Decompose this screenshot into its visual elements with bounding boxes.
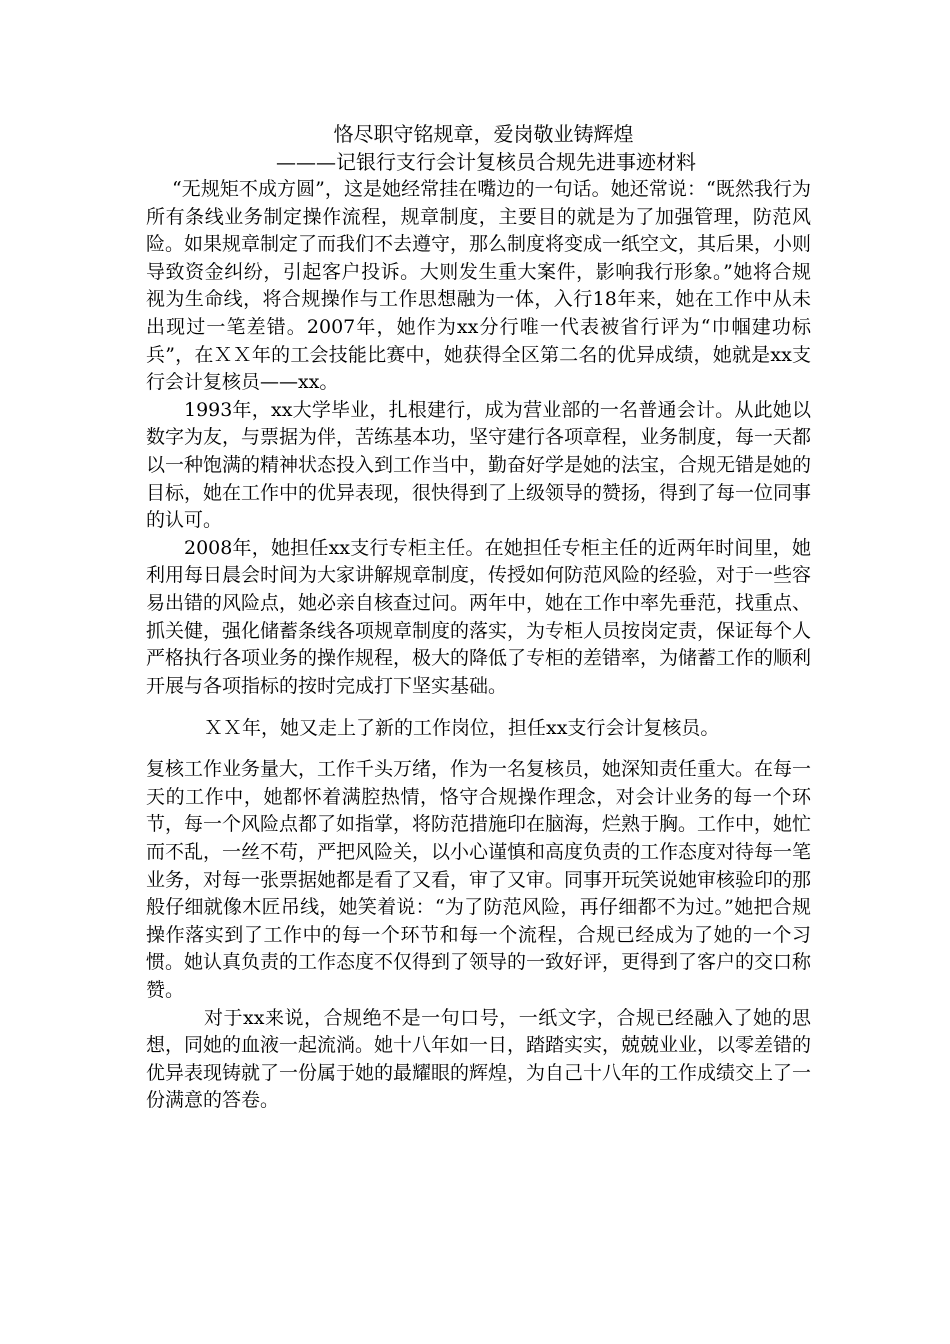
paragraph-2008: 2008年，她担任xx支行专柜主任。在她担任专柜主任的近两年时间里，她利用每日晨会时间为大家讲解规章制度，传授如何防范风险的经验，对于一些容易出错的风险点，她必亲自核查过问。两年中，她在工作中率先垂范，找重点、抓关健，强化储蓄条线各项规章制度的落实，为专柜人员按岗定责，保证每个人严格执行各项业务的操作规程，极大的降低了专柜的差错率，为储蓄工作的顺利开展与各项指标的按时完成打下坚实基础。 — [146, 536, 812, 697]
paragraph-conclusion: 对于xx来说，合规绝不是一句口号，一纸文字，合规已经融入了她的思想，同她的血液一起流淌。她十八年如一日，踏踏实实，兢兢业业，以零差错的优异表现铸就了一份属于她的最耀眼的辉煌，为自己十八年的工作成绩交上了一份满意的答卷。 — [146, 1006, 812, 1112]
paragraph-review-work: 复核工作业务量大，工作千头万绪，作为一名复核员，她深知责任重大。在每一天的工作中，她都怀着满腔热情，恪守合规操作理念，对会计业务的每一个环节，每一个风险点都了如指掌，将防范措施印在脑海，烂熟于胸。工作中，她忙而不乱，一丝不苟，严把风险关，以小心谨慎和高度负责的工作态度对待每一笔业务，对每一张票据她都是看了又看，审了又审。同事开玩笑说她审核验印的那般仔细就像木匠吊线，她笑着说：“为了防范风险，再仔细都不为过。”她把合规操作落实到了工作中的每一个环节和每一个流程，合规已经成为了她的一个习惯。她认真负责的工作态度不仅得到了领导的一致好评，更得到了客户的交口称赞。 — [146, 758, 812, 1002]
paragraph-1993: 1993年，xx大学毕业，扎根建行，成为营业部的一名普通会计。从此她以数字为友，与票据为伴，苦练基本功，坚守建行各项章程，业务制度，每一天都以一种饱满的精神状态投入到工作当中，勤奋好学是她的法宝，合规无错是她的目标，她在工作中的优异表现，很快得到了上级领导的赞扬，得到了每一位同事的认可。 — [146, 398, 812, 532]
document-subtitle: ———记银行支行会计复核员合规先进事迹材料 — [276, 150, 696, 174]
document-title: 恪尽职守铭规章，爱岗敬业铸辉煌 — [333, 122, 634, 146]
paragraph-new-post: ＸＸ年，她又走上了新的工作岗位，担任xx支行会计复核员。 — [204, 717, 720, 740]
document-page — [146, 120, 811, 1115]
paragraph-intro: “无规矩不成方圆”，这是她经常挂在嘴边的一句话。她还常说：“既然我行为所有条线业务制定操作流程，规章制度，主要目的就是为了加强管理，防范风险。如果规章制定了而我们不去遵守，那么制度将变成一纸空文，其后果，小则导致资金纠纷，引起客户投诉。大则发生重大案件，影响我行形象。”她将合规视为生命线，将合规操作与工作思想融为一体，入行18年来，她在工作中从未出现过一笔差错。2007年，她作为xx分行唯一代表被省行评为“巾帼建功标兵”，在ＸＸ年的工会技能比赛中，她获得全区第二名的优异成绩，她就是xx支行会计复核员——xx。 — [146, 178, 812, 394]
